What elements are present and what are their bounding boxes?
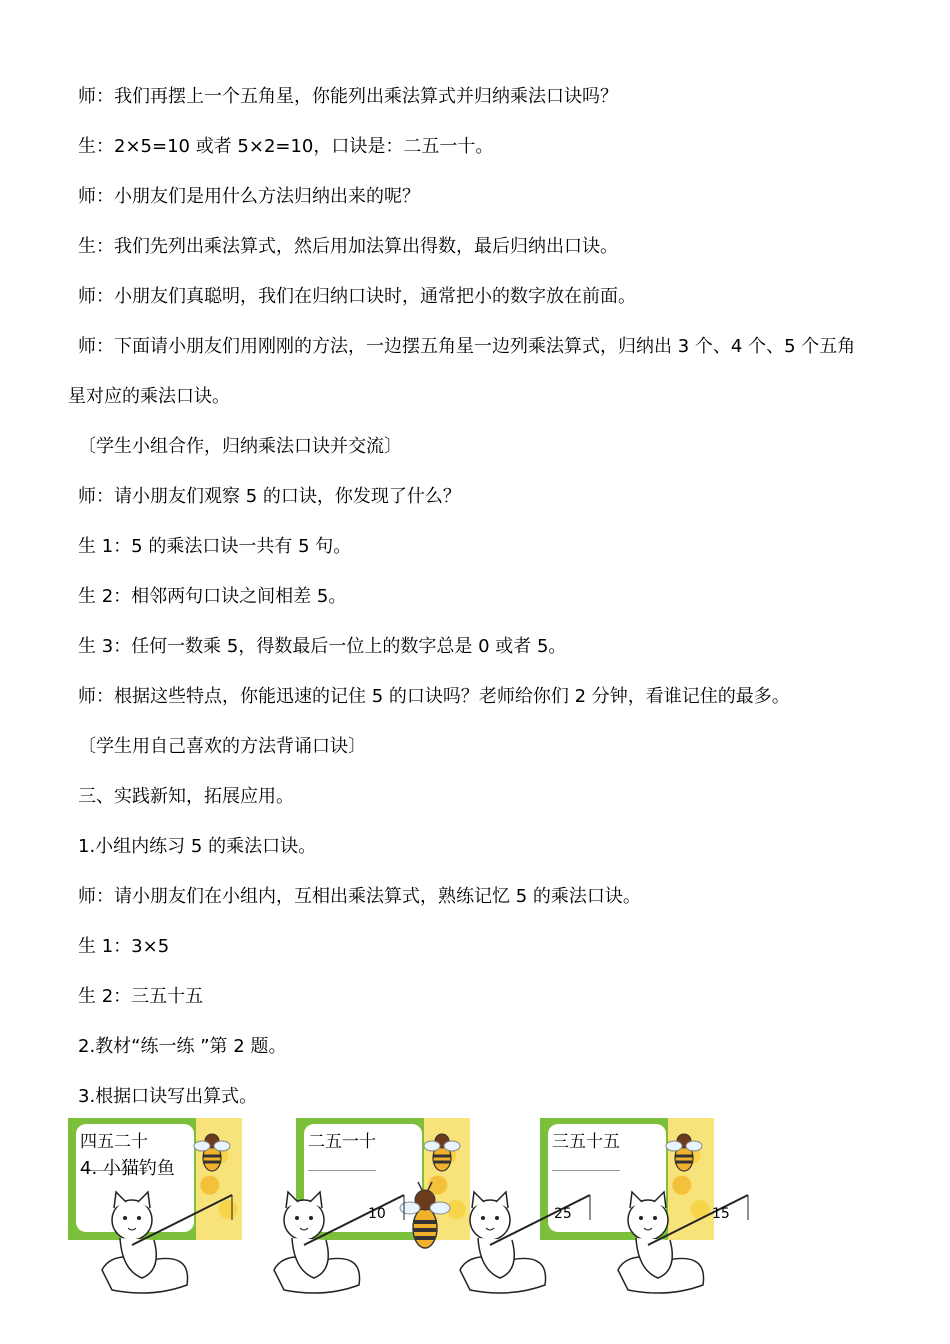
fishing-cat-icon (92, 1190, 242, 1300)
fish-number: 10 (368, 1206, 386, 1222)
fishing-cat-icon (450, 1190, 600, 1300)
bee-icon (422, 1128, 462, 1178)
fish-number: 15 (712, 1206, 730, 1222)
text-line: 1.小组内练习 5 的乘法口诀。 (78, 836, 317, 857)
fish-number: 25 (554, 1206, 572, 1222)
text-line: 师：请小朋友们在小组内，互相出乘法算式，熟练记忆 5 的乘法口诀。 (78, 886, 641, 907)
bee-icon (192, 1128, 232, 1178)
text-line: 师：小朋友们真聪明，我们在归纳口诀时，通常把小的数字放在前面。 (78, 286, 636, 307)
card-title: 四五二十 (80, 1132, 148, 1152)
text-line: 2.教材“练一练 ”第 2 题。 (78, 1036, 287, 1057)
text-line: 生 2：三五十五 (78, 986, 204, 1007)
fishing-cat-icon (608, 1190, 758, 1300)
text-line: 3.根据口诀写出算式。 (78, 1086, 258, 1107)
bee-icon (664, 1128, 704, 1178)
text-line: 生：我们先列出乘法算式，然后用加法算出得数，最后归纳出口诀。 (78, 236, 618, 257)
text-line: 师：请小朋友们观察 5 的口诀，你发现了什么？ (78, 486, 461, 507)
answer-line (552, 1170, 620, 1171)
text-line: 师：我们再摆上一个五角星，你能列出乘法算式并归纳乘法口诀吗？ (78, 86, 618, 107)
text-line: 师：下面请小朋友们用刚刚的方法，一边摆五角星一边列乘法算式，归纳出 3 个、4 个、5 个五角 (78, 336, 856, 357)
text-line: 生 2：相邻两句口诀之间相差 5。 (78, 586, 347, 607)
text-line: 星对应的乘法口诀。 (68, 386, 230, 407)
text-line: 生 1：5 的乘法口诀一共有 5 句。 (78, 536, 352, 557)
text-line: 生 1：3×5 (78, 936, 170, 957)
text-line: 〔学生小组合作，归纳乘法口诀并交流〕 (78, 436, 402, 457)
text-line: 〔学生用自己喜欢的方法背诵口诀〕 (78, 736, 366, 757)
section-heading: 三、实践新知，拓展应用。 (78, 786, 294, 807)
card-title: 三五十五 (552, 1132, 620, 1152)
text-line: 生：2×5=10 或者 5×2=10，口诀是：二五一十。 (78, 136, 494, 157)
fishing-cat-icon (264, 1190, 414, 1300)
text-line: 生 3：任何一数乘 5，得数最后一位上的数字总是 0 或者 5。 (78, 636, 567, 657)
text-line: 师：根据这些特点，你能迅速的记住 5 的口诀吗？老师给你们 2 分钟，看谁记住的最多。 (78, 686, 790, 707)
text-line: 师：小朋友们是用什么方法归纳出来的呢？ (78, 186, 420, 207)
section-heading: 4. 小猫钓鱼 (80, 1158, 175, 1179)
answer-line (308, 1170, 376, 1171)
card-title: 二五一十 (308, 1132, 376, 1152)
